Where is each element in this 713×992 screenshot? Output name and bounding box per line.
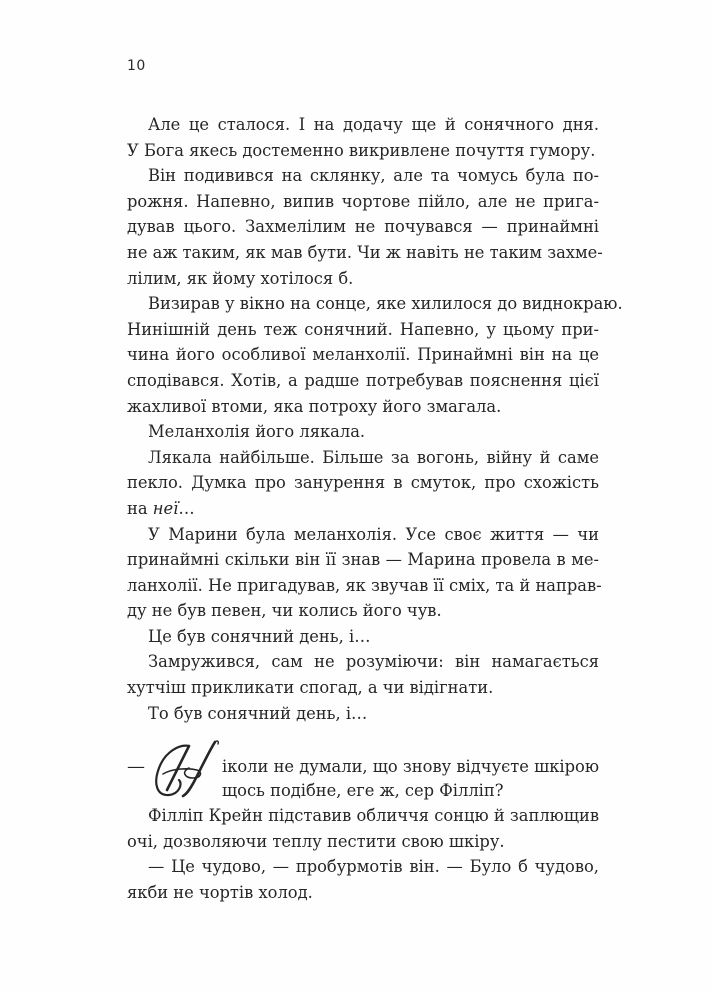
text-line: щось подібне, еге ж, сер Філліп?	[222, 781, 504, 800]
em-dash: —	[127, 756, 145, 777]
text-line: рожня. Напевно, випив чортове пійло, але не прига-	[127, 191, 599, 211]
text-line: Це був сонячний день, і…	[148, 626, 371, 646]
text-line: Замружився, сам не розуміючи: він намагається	[148, 652, 599, 672]
text-line: ду не був певен, чи колись його чув.	[127, 601, 442, 621]
text-line: не аж таким, як мав бути. Чи ж навіть не таким захме-	[127, 242, 603, 262]
text-line: очі, дозволяючи теплу пестити свою шкіру.	[127, 831, 505, 851]
page-number: 10	[127, 58, 146, 74]
text-line: принаймні скільки він її знав — Марина провела в ме-	[127, 550, 599, 570]
text-fragment: …	[178, 498, 195, 518]
dropcap-text	[222, 755, 599, 803]
text-line: — Це чудово, — пробурмотів він. — Було б чудово,	[148, 857, 599, 877]
text-line: лілим, як йому хотілося б.	[127, 268, 354, 288]
text-line: У Марини була меланхолія. Усе своє життя — чи	[148, 524, 599, 544]
text-line: Визирав у вікно на сонце, яке хилилося до виднокраю.	[148, 294, 623, 314]
text-line: Але це сталося. І на додачу ще й сонячного дня.	[148, 115, 599, 134]
text-line: сподівався. Хотів, а радше потребував пояснення цієї	[127, 370, 599, 390]
text-line-with-italic	[127, 496, 599, 522]
text-line: Меланхолія його лякала.	[148, 422, 366, 442]
dropcap-paragraph	[127, 742, 599, 802]
italic-word: неї	[152, 498, 179, 518]
text-line: Нинішній день теж сонячний. Напевно, у цьому при-	[127, 319, 599, 339]
text-section-1	[127, 112, 623, 726]
dropcap-letter-icon	[149, 738, 221, 802]
text-line: То був сонячний день, і…	[148, 703, 368, 723]
text-line: жахливої втоми, яка потроху його змагала.	[127, 396, 502, 416]
text-section-2	[127, 803, 599, 905]
text-line: Він подивився на склянку, але та чомусь була по-	[148, 166, 599, 186]
text-line: Лякала найбільше. Більше за вогонь, війну й саме	[148, 447, 599, 467]
text-line: дував цього. Захмелілим не почувався — принаймні	[127, 217, 599, 237]
text-line: пекло. Думка про занурення в смуток, про схожість	[127, 473, 599, 493]
text-line: якби не чортів холод.	[127, 882, 313, 902]
text-line: Філліп Крейн підставив обличчя сонцю й заплющив	[148, 806, 599, 825]
text-line: хутчіш прикликати спогад, а чи відігнати.	[127, 678, 494, 698]
text-fragment: на	[127, 498, 153, 518]
text-line: чина його особливої меланхолії. Принаймні він на це	[127, 345, 599, 365]
text-line: У Бога якесь достеменно викривлене почуття гумору.	[127, 140, 596, 160]
text-line: ланхолії. Не пригадував, як звучав її сміх, та й направ-	[127, 575, 602, 595]
text-line: іколи не думали, що знову відчуєте шкірою	[222, 757, 599, 776]
